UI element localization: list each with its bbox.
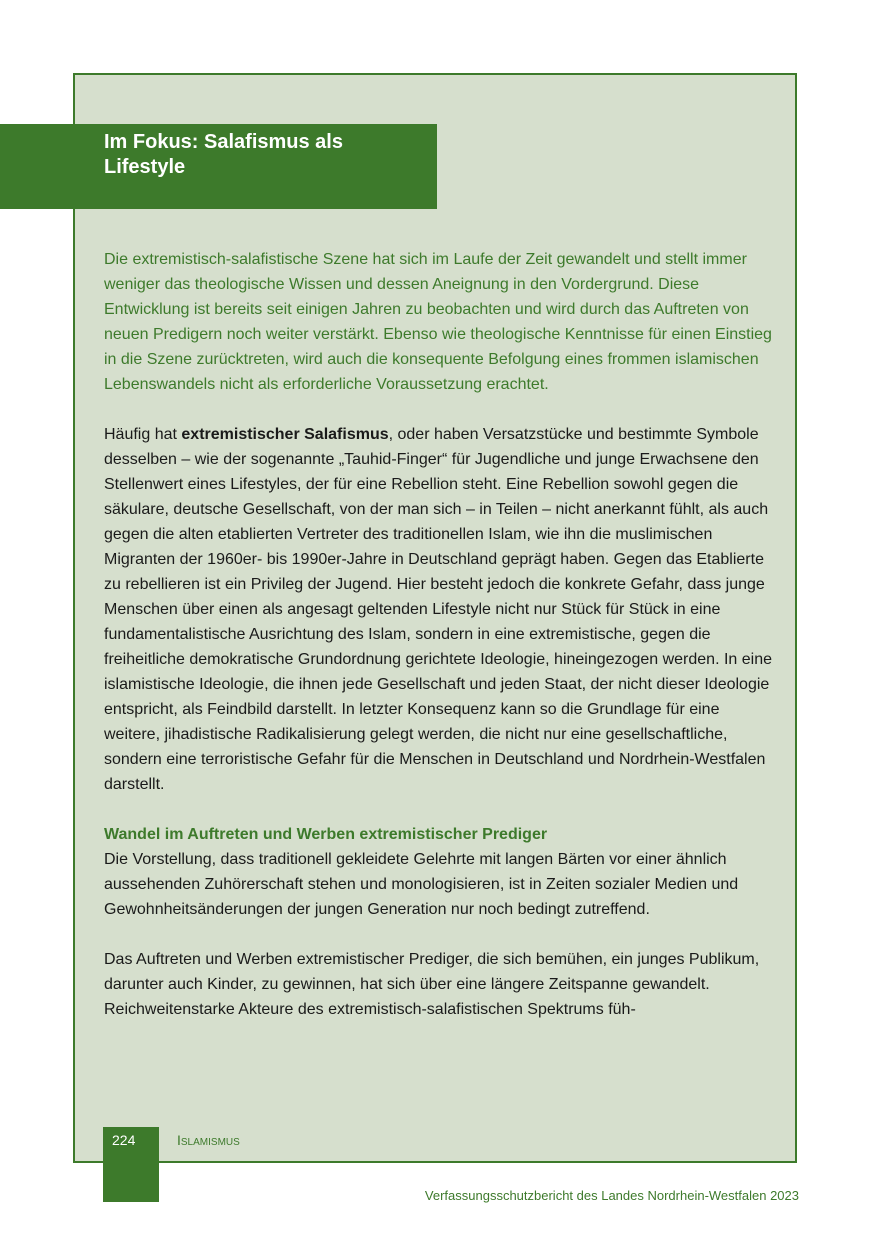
- page-number: 224: [112, 1132, 136, 1148]
- body-paragraph-3: Das Auftreten und Werben extremistischer Prediger, die sich bemühen, ein junges Publikum, darunter auch Kinder, zu gewinnen, hat sich über eine längere Zeitspanne gewandelt. Reichweitenstarke Akteure des extremistisch-salafistischen Spektrums füh-: [104, 951, 760, 1018]
- subheading: Wandel im Auftreten und Werben extremistischer Prediger: [104, 826, 548, 843]
- para1-start: Häufig hat: [104, 426, 182, 443]
- intro-paragraph: Die extremistisch-salafistische Szene hat sich im Laufe der Zeit gewandelt und stellt immer weniger das theologische Wissen und dessen Aneignung in den Vordergrund. Diese Entwicklung ist bereits seit einigen Jahren zu beobachten und wird durch das Auftreten von neuen Predigern noch weiter verstärkt. Ebenso wie theologische Kenntnisse für einen Einstieg in die Szene zurücktreten, wird auch die konsequente Befolgung eines frommen islamischen Lebenswandels nicht als erforderliche Voraussetzung erachtet.: [104, 251, 772, 393]
- box-content: [104, 247, 772, 1022]
- section-label: Islamismus: [177, 1132, 240, 1148]
- para1-rest: , oder haben Versatzstücke und bestimmte Symbole desselben – wie der sogenannte „Tauhid-Finger“ für Jugendliche und junge Erwachsene den Stellenwert eines Lifestyles, der für eine Rebellion steht. Eine Rebellion sowohl gegen die säkulare, deutsche Gesellschaft, von der man sich – in Teilen – nicht anerkannt fühlt, als auch gegen die alten etablierten Vertreter des traditionellen Islam, wie ihn die muslimischen Migranten der 1960er- bis 1990er-Jahre in Deutschland geprägt haben. Gegen das Etablierte zu rebellieren ist ein Privileg der Jugend. Hier besteht jedoch die konkrete Gefahr, dass junge Menschen über einen als angesagt geltenden Lifestyle nicht nur Stück für Stück in eine fundamentalistische Ausrichtung des Islam, sondern in eine extremistische, gegen die freiheitliche demokratische Grundordnung gerichtete Ideologie, hineingezogen werden. In eine islamistische Ideologie, die ihnen jede Gesellschaft und jeden Staat, der nicht dieser Ideologie entspricht, als Feindbild darstellt. In letzter Konsequenz kann so die Grundlage für eine weitere, jihadistische Radikalisierung gelegt werden, die nicht nur eine gesellschaftliche, sondern eine terroristische Gefahr für die Menschen in Deutschland und Nordrhein-Westfalen darstellt.: [104, 426, 772, 793]
- publication-footer: Verfassungsschutzbericht des Landes Nordrhein-Westfalen 2023: [424, 1188, 799, 1203]
- box-title: Im Fokus: Salafismus als Lifestyle: [104, 131, 343, 178]
- body-paragraph-2: Die Vorstellung, dass traditionell gekleidete Gelehrte mit langen Bärten vor einer ähnlich aussehenden Zuhörerschaft stehen und monologisieren, ist in Zeiten sozialer Medien und Gewohnheitsänderungen der jungen Generation nur noch bedingt zutreffend.: [104, 851, 739, 918]
- body-paragraph-1: [104, 422, 772, 797]
- para1-bold-term: extremistischer Salafismus: [181, 426, 389, 443]
